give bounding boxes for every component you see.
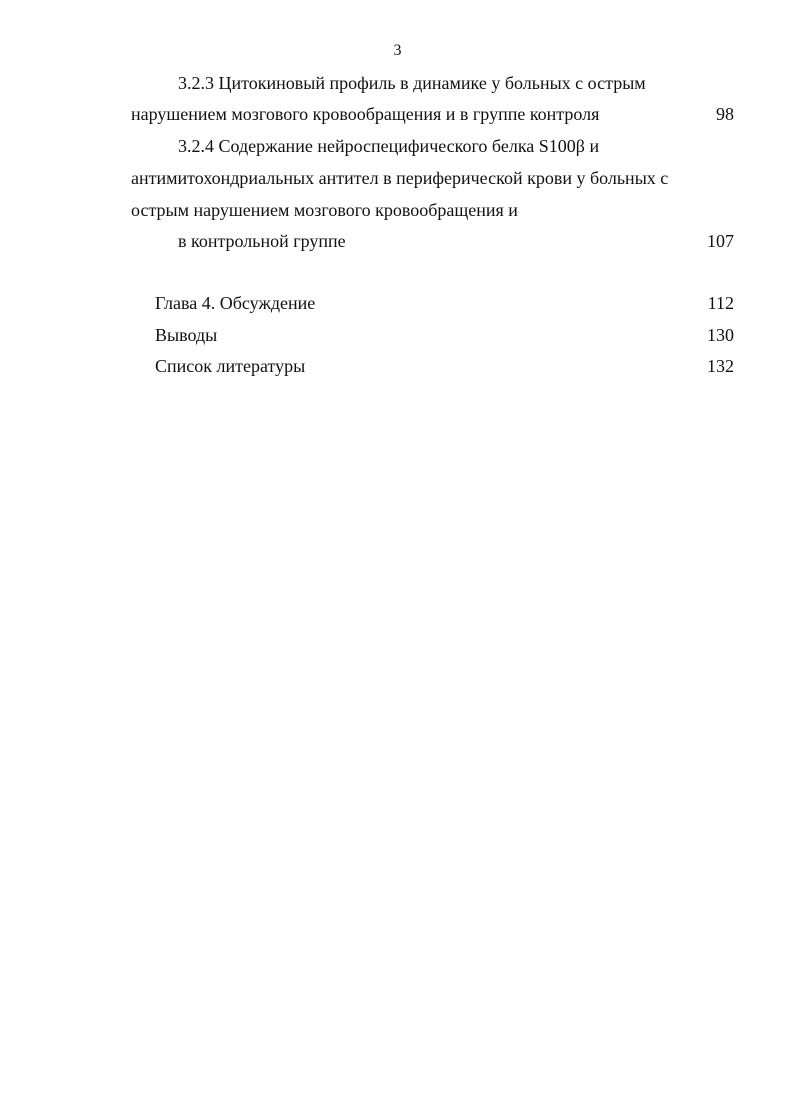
toc-entry-324-line-1: 3.2.4 Содержание нейроспецифического белка S100β и	[178, 136, 600, 156]
toc-entry-323-page: 98	[716, 104, 734, 124]
toc-conclusions-title: Выводы	[155, 325, 218, 345]
toc-entry-323-line-1: 3.2.3 Цитокиновый профиль в динамике у больных с острым	[178, 73, 646, 93]
toc-entry-324-line-2: антимитохондриальных антител в периферической крови у больных с	[131, 168, 669, 188]
toc-chapter-4-title: Глава 4. Обсуждение	[155, 293, 316, 313]
toc-conclusions-page: 130	[707, 325, 734, 345]
toc-entry-323-line-2: нарушением мозгового кровообращения и в группе контроля	[131, 104, 600, 124]
toc-chapter-4-page: 112	[707, 293, 734, 313]
page-number: 3	[393, 42, 402, 59]
toc-references-title: Список литературы	[155, 356, 306, 376]
toc-entry-324-line-3: острым нарушением мозгового кровообращения и	[131, 200, 518, 220]
toc-entry-324-line-4: в контрольной группе	[178, 231, 346, 251]
toc-references-page: 132	[707, 356, 734, 376]
toc-entry-324-page: 107	[707, 231, 734, 251]
